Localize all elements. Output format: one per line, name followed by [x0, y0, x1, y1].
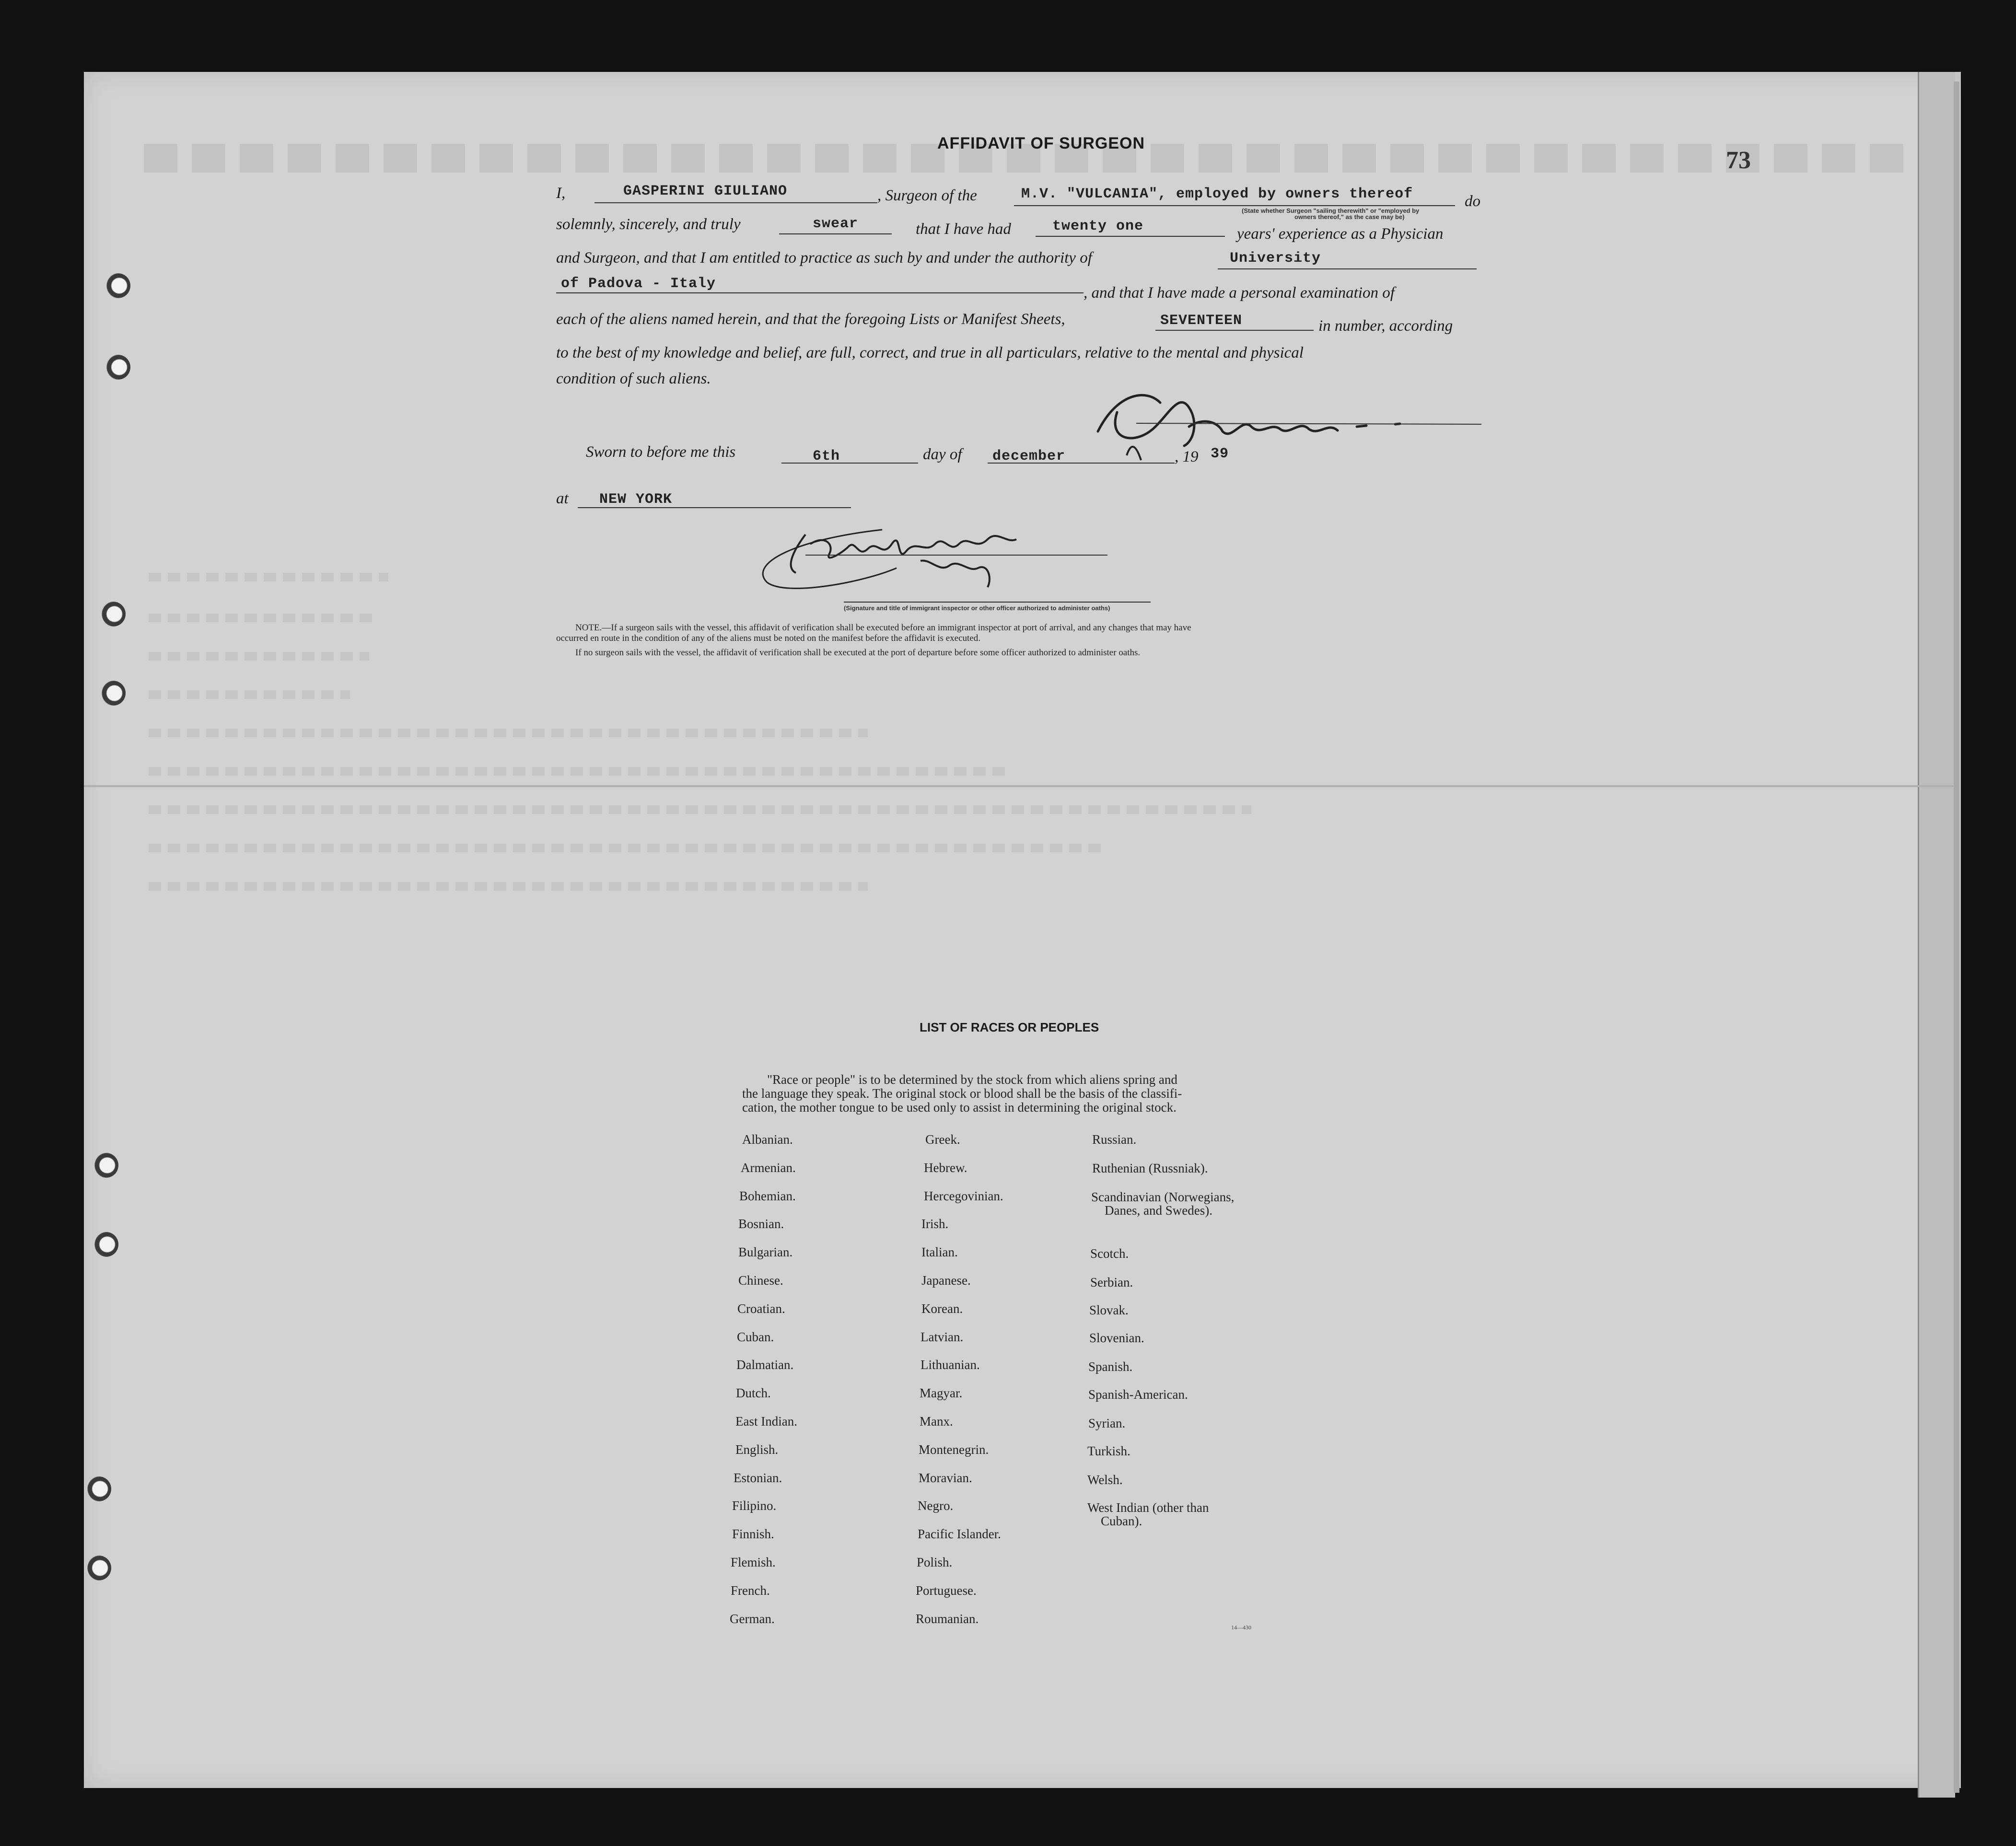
race-item: Spanish-American.	[1088, 1387, 1188, 1402]
authority-line-2	[556, 292, 1084, 293]
race-item: Chinese.	[738, 1273, 783, 1288]
bleed-through-row	[149, 573, 388, 581]
affidavit-title: AFFIDAVIT OF SURGEON	[937, 134, 1145, 152]
punch-hole	[101, 681, 126, 706]
race-item: Greek.	[925, 1132, 960, 1147]
sheets-count: SEVENTEEN	[1160, 313, 1243, 329]
punch-hole	[86, 1476, 111, 1501]
bleed-through-row	[149, 729, 868, 737]
race-item: Latvian.	[921, 1329, 964, 1344]
race-item: Bulgarian.	[738, 1245, 793, 1260]
years-line	[1036, 236, 1225, 237]
races-intro-3: cation, the mother tongue to be used only to assist in determining the original stock.	[742, 1100, 1177, 1115]
surgeon-name: GASPERINI GIULIANO	[623, 183, 788, 199]
surgeon-signature	[1079, 374, 1486, 465]
race-item: Spanish.	[1088, 1359, 1133, 1374]
vessel-name: M.V. "VULCANIA", employed by owners thereof	[1021, 186, 1413, 202]
bleed-through-row	[149, 882, 868, 891]
race-item: Slovak.	[1089, 1303, 1129, 1317]
exam-label: , and that I have made a personal examination of	[1084, 284, 1395, 302]
surgeon-of-label: , Surgeon of the	[877, 187, 977, 204]
race-item: Russian.	[1092, 1132, 1137, 1147]
vessel-line	[1014, 205, 1455, 206]
inspector-signature	[738, 525, 1112, 597]
race-item: Italian.	[921, 1245, 958, 1260]
race-item: Dutch.	[736, 1386, 771, 1401]
race-item: Ruthenian (Russniak).	[1092, 1161, 1208, 1175]
race-item: French.	[731, 1583, 770, 1598]
i-label: I,	[556, 185, 566, 202]
race-item: English.	[735, 1442, 779, 1457]
note-line-2: occurred en route in the condition of any of the aliens must be noted on the manifest before the affidavit is executed.	[556, 633, 980, 643]
punch-hole	[93, 1153, 118, 1178]
form-code: 14—430	[1231, 1624, 1251, 1631]
note-line-3: If no surgeon sails with the vessel, the affidavit of verification shall be executed at the port of departure before some officer authorized to administer oaths.	[575, 648, 1141, 658]
race-item: Filipino.	[732, 1498, 777, 1513]
race-item: Albanian.	[742, 1132, 793, 1147]
race-item: Roumanian.	[916, 1611, 979, 1626]
authority-value-2: of Padova - Italy	[561, 276, 716, 292]
state-note-1: (State whether Surgeon "sailing therewith" or "employed by	[1242, 207, 1420, 214]
race-item: Hebrew.	[924, 1160, 967, 1175]
document-sheet	[84, 72, 1961, 1788]
race-item: Serbian.	[1090, 1275, 1133, 1289]
sworn-year: 39	[1211, 446, 1229, 462]
race-item: Scotch.	[1090, 1246, 1129, 1261]
fold-line	[84, 785, 1954, 787]
years-label: years' experience as a Physician	[1237, 225, 1444, 243]
race-item: Scandinavian (Norwegians,	[1091, 1190, 1235, 1204]
race-item: Armenian.	[741, 1160, 796, 1175]
bleed-through-row	[149, 767, 1012, 776]
race-item: Cuban).	[1101, 1514, 1142, 1528]
punch-hole	[105, 355, 130, 380]
authority-label: and Surgeon, and that I am entitled to practice as such by and under the authority of	[556, 249, 1092, 267]
do-label: do	[1465, 193, 1480, 210]
race-item: Magyar.	[920, 1386, 963, 1401]
races-intro-1: "Race or people" is to be determined by the stock from which aliens spring and	[767, 1072, 1177, 1087]
race-item: Polish.	[917, 1555, 953, 1569]
race-item: Danes, and Swedes).	[1105, 1203, 1212, 1218]
authority-value-1: University	[1230, 250, 1321, 267]
bleed-through-row	[149, 652, 369, 661]
note-line-1: NOTE.—If a surgeon sails with the vessel, this affidavit of verification shall be executed before an immigrant inspector at port of arrival, and any changes that may have	[575, 623, 1191, 633]
sheets-label: each of the aliens named herein, and that the foregoing Lists or Manifest Sheets,	[556, 311, 1065, 328]
inspector-line	[844, 602, 1151, 603]
solemnly-label: solemnly, sincerely, and truly	[556, 216, 741, 233]
race-item: Bosnian.	[738, 1217, 784, 1231]
oath-word: swear	[813, 216, 859, 232]
race-item: Portuguese.	[916, 1583, 977, 1598]
punch-hole	[105, 273, 130, 298]
oath-line	[779, 233, 892, 234]
race-item: Montenegrin.	[919, 1442, 989, 1457]
race-item: Estonian.	[734, 1470, 782, 1485]
race-item: Pacific Islander.	[918, 1527, 1001, 1542]
race-item: German.	[730, 1611, 775, 1626]
race-item: Lithuanian.	[921, 1358, 980, 1372]
sheet-edge-shadow	[1954, 81, 1959, 1793]
year-prefix: , 19	[1175, 448, 1199, 465]
race-item: Bohemian.	[739, 1188, 796, 1203]
race-item: Turkish.	[1087, 1444, 1130, 1458]
bleed-through-row	[149, 690, 350, 699]
race-item: Hercegovinian.	[924, 1188, 1003, 1203]
race-item: Syrian.	[1088, 1416, 1126, 1430]
bleed-through-row	[149, 805, 1251, 814]
race-item: Manx.	[920, 1414, 953, 1428]
years-value: twenty one	[1052, 218, 1144, 234]
race-item: Flemish.	[731, 1555, 776, 1569]
at-place: NEW YORK	[599, 491, 673, 508]
surgeon-name-line	[594, 202, 877, 203]
sworn-label: Sworn to before me this	[586, 443, 736, 461]
authority-line-1	[1218, 268, 1477, 269]
race-item: Irish.	[921, 1217, 949, 1231]
day-line	[781, 463, 918, 464]
race-item: Korean.	[921, 1301, 963, 1316]
race-item: West Indian (other than	[1087, 1500, 1209, 1515]
that-had-label: that I have had	[916, 221, 1011, 238]
punch-hole	[86, 1556, 111, 1580]
race-item: Dalmatian.	[736, 1358, 794, 1372]
punch-hole	[101, 602, 126, 627]
race-item: Welsh.	[1087, 1473, 1123, 1487]
page-number: 73	[1726, 147, 1751, 174]
sworn-month: december	[992, 448, 1066, 464]
bleed-through-row	[149, 844, 1107, 852]
race-item: Finnish.	[732, 1527, 774, 1542]
knowledge-label: to the best of my knowledge and belief, are full, correct, and true in all particulars, relative to the mental and physical	[556, 344, 1304, 361]
race-item: Japanese.	[921, 1273, 971, 1288]
bleed-through-row	[149, 614, 379, 622]
race-item: Cuban.	[737, 1329, 774, 1344]
races-intro-2: the language they speak. The original stock or blood shall be the basis of the classifi-	[742, 1086, 1182, 1101]
sheets-line	[1155, 330, 1314, 331]
race-item: Moravian.	[919, 1470, 972, 1485]
condition-label: condition of such aliens.	[556, 370, 711, 387]
at-label: at	[556, 490, 569, 507]
state-note-2: owners thereof," as the case may be)	[1294, 213, 1405, 221]
race-item: East Indian.	[735, 1414, 797, 1428]
sworn-day: 6th	[813, 448, 840, 464]
inspector-caption: (Signature and title of immigrant inspector or other officer authorized to administer oaths)	[844, 604, 1110, 612]
race-item: Croatian.	[737, 1301, 785, 1316]
day-of-label: day of	[923, 446, 962, 463]
sheet-edge	[1918, 72, 1955, 1798]
in-number-label: in number, according	[1318, 317, 1453, 335]
races-title: LIST OF RACES OR PEOPLES	[920, 1020, 1099, 1034]
race-item: Slovenian.	[1089, 1331, 1144, 1345]
race-item: Negro.	[918, 1498, 954, 1513]
punch-hole	[93, 1232, 118, 1257]
